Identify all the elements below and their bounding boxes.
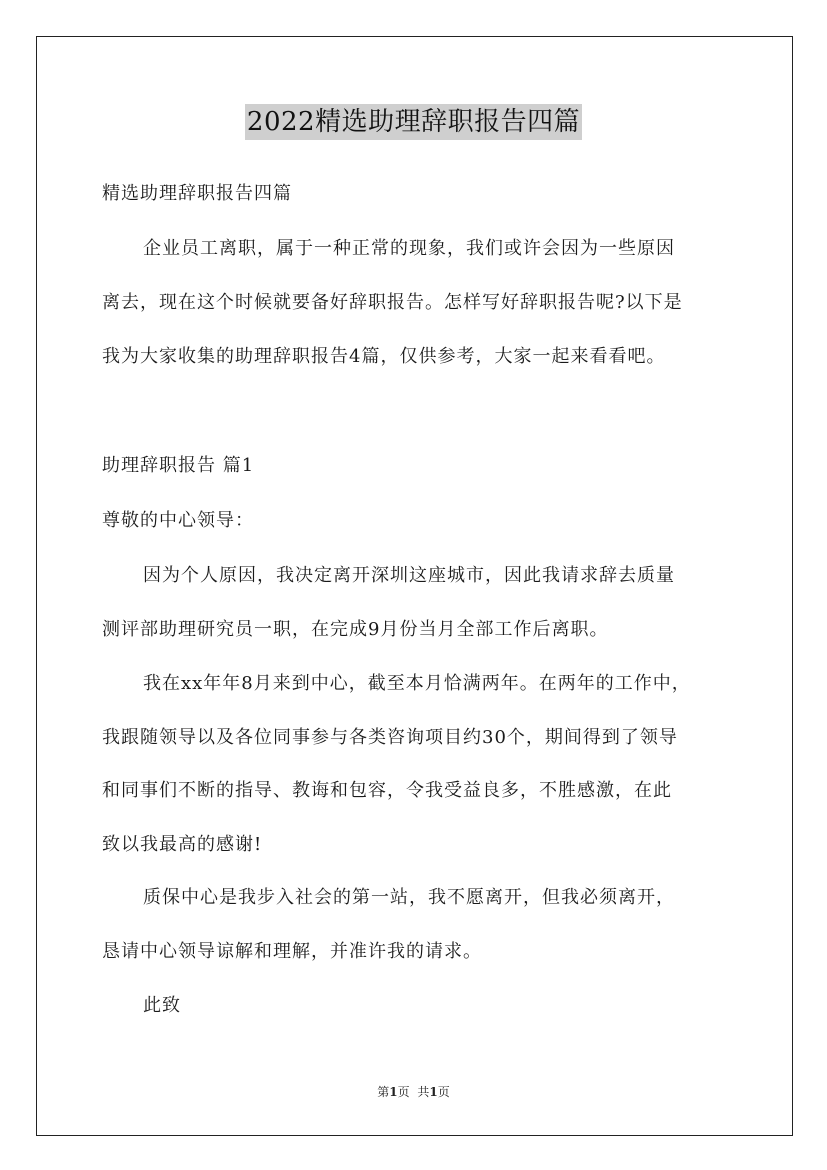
- footer-total-suffix: 页: [437, 1085, 450, 1099]
- paragraph-2-line-4: 致以我最高的感谢!: [102, 834, 263, 855]
- paragraph-1-line-2: 测评部助理研究员一职，在完成9月份当月全部工作后离职。: [102, 619, 609, 640]
- intro-line-2: 离去，现在这个时候就要备好辞职报告。怎样写好辞职报告呢?以下是: [102, 292, 683, 313]
- footer-page-suffix: 页: [397, 1085, 410, 1099]
- section-heading: 助理辞职报告 篇1: [102, 455, 255, 476]
- title-container: [0, 104, 827, 140]
- intro-line-1: 企业员工离职，属于一种正常的现象，我们或许会因为一些原因: [143, 238, 675, 259]
- paragraph-3-line-1: 质保中心是我步入社会的第一站，我不愿离开，但我必须离开，: [143, 887, 675, 908]
- paragraph-2-line-1: 我在xx年年8月来到中心，截至本月恰满两年。在两年的工作中，: [143, 673, 691, 694]
- paragraph-3-line-2: 恳请中心领导谅解和理解，并准许我的请求。: [102, 941, 482, 962]
- closing: 此致: [143, 995, 181, 1016]
- footer-page-number: 1: [389, 1085, 398, 1099]
- page-footer: [0, 1084, 827, 1100]
- document-title: 2022精选助理辞职报告四篇: [245, 104, 582, 140]
- intro-line-3: 我为大家收集的助理辞职报告4篇，仅供参考，大家一起来看看吧。: [102, 346, 666, 367]
- footer-total-number: 1: [429, 1085, 438, 1099]
- footer-page-prefix: 第: [377, 1085, 390, 1099]
- salutation: 尊敬的中心领导：: [102, 510, 254, 531]
- footer-total-prefix: 共: [417, 1085, 430, 1099]
- paragraph-2-line-2: 我跟随领导以及各位同事参与各类咨询项目约30个，期间得到了领导: [102, 727, 678, 748]
- document-subtitle: 精选助理辞职报告四篇: [102, 183, 292, 204]
- paragraph-2-line-3: 和同事们不断的指导、教诲和包容，令我受益良多，不胜感激，在此: [102, 780, 672, 801]
- paragraph-1-line-1: 因为个人原因，我决定离开深圳这座城市，因此我请求辞去质量: [143, 565, 675, 586]
